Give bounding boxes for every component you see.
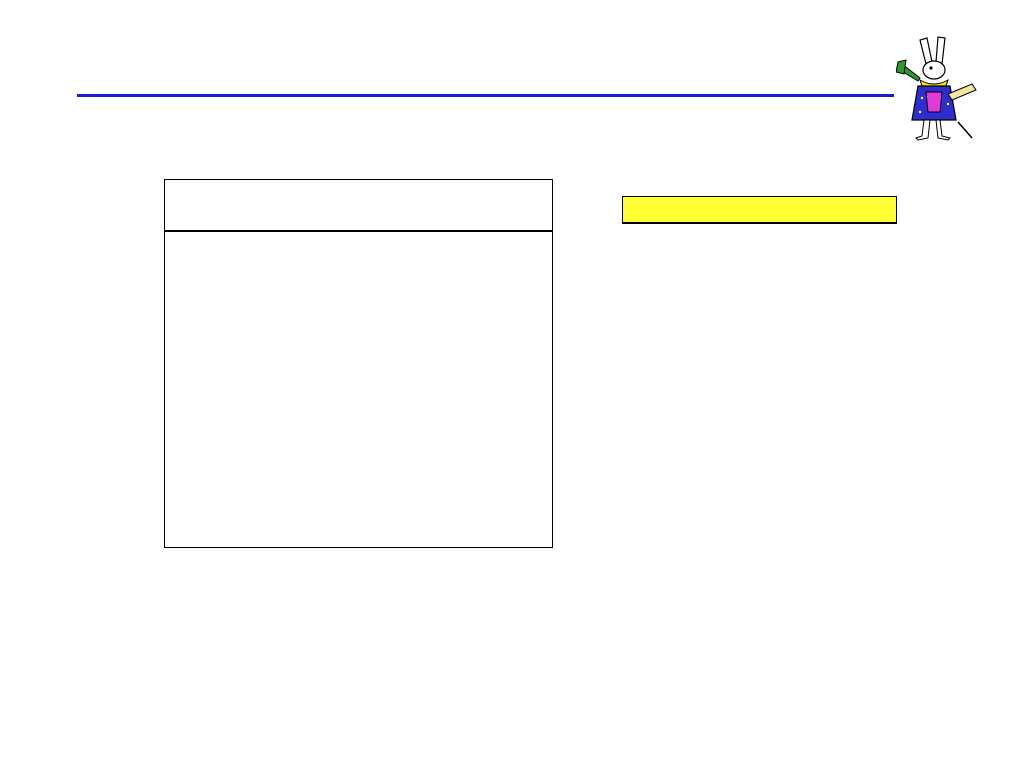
white-rabbit-icon [896, 34, 978, 142]
ntp-packet-diagram [622, 196, 897, 224]
title-underline [77, 94, 894, 97]
packet-variables-table [164, 179, 553, 548]
packet-first-word [623, 197, 896, 223]
table-header [165, 180, 552, 232]
